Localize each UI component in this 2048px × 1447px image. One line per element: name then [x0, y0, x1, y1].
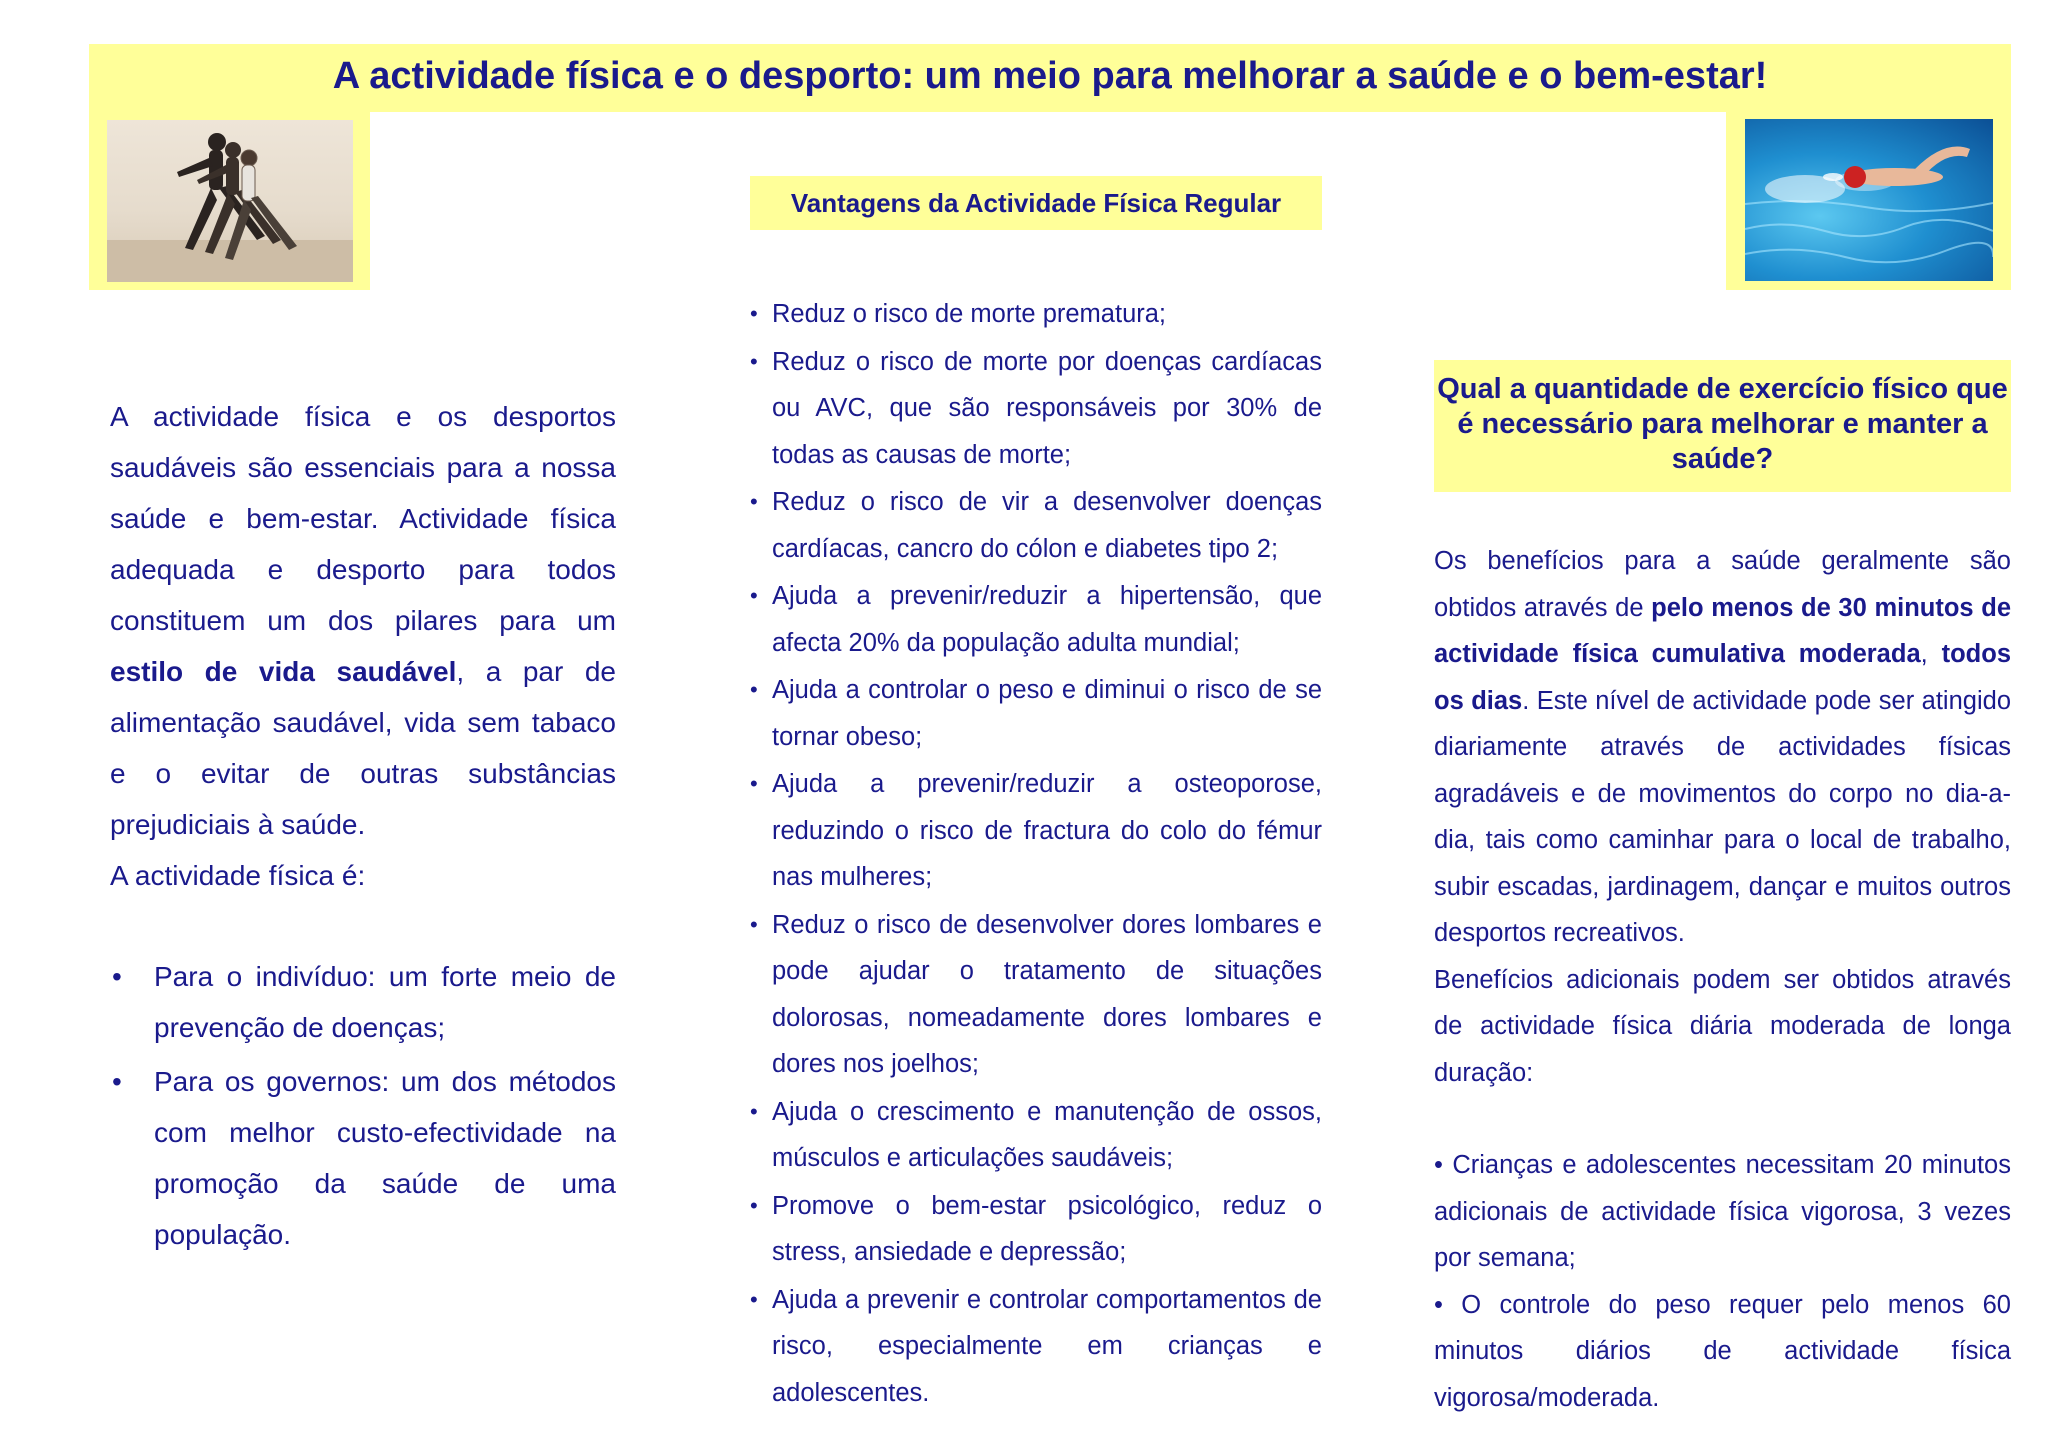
benefits-paragraph — [1434, 538, 2011, 957]
benefits-text-1: Os benefícios para a saúde geralmente são obtidos através de — [1434, 547, 2011, 622]
list-item: • Ajuda a controlar o peso e diminui o risco de se tornar obeso; — [750, 667, 1322, 760]
list-item: • Para o indivíduo: um forte meio de prevenção de doenças; — [110, 951, 616, 1053]
right-heading: Qual a quantidade de exercício físico que é necessário para melhorar e manter a saúde? — [1434, 360, 2011, 492]
list-item: • Ajuda a prevenir/reduzir a hipertensão, que afecta 20% da população adulta mundial; — [750, 573, 1322, 666]
middle-heading: Vantagens da Actividade Física Regular — [750, 176, 1322, 230]
list-item: • Reduz o risco de morte por doenças cardíacas ou AVC, que são responsáveis por 30% de todas as causas de morte; — [750, 339, 1322, 479]
intro-paragraph — [110, 391, 616, 850]
intro-text-2: , a par de alimentação saudável, vida sem tabaco e o evitar de outras substâncias prejudiciais à saúde. — [110, 656, 616, 840]
intro-bold-text: estilo de vida saudável — [110, 656, 457, 687]
list-item: • Ajuda a prevenir e controlar comportamentos de risco, especialmente em crianças e adolescentes. — [750, 1277, 1322, 1417]
additional-benefits-paragraph: Benefícios adicionais podem ser obtidos através de actividade física diária moderada de longa duração: — [1434, 965, 2011, 1087]
bullet-weight: • O controle do peso requer pelo menos 60 minutos diários de actividade física vigorosa/moderada. — [1434, 1290, 2011, 1412]
list-item: • Promove o bem-estar psicológico, reduz o stress, ansiedade e depressão; — [750, 1183, 1322, 1276]
left-list — [110, 951, 616, 1263]
benefits-text-2: , — [1920, 640, 1942, 668]
benefits-bold-1: pelo menos de 30 minutos de actividade física cumulativa moderada — [1434, 593, 2011, 668]
intro-text-1: A actividade física e os desportos saudáveis são essenciais para a nossa saúde e bem-estar. Actividade física adequada e desporto para todos constituem um dos pilares para um — [110, 401, 616, 636]
benefits-text-3: . Este nível de actividade pode ser atingido diariamente através de actividades físicas agradáveis e de movimentos do corpo no dia-a-dia, tais como caminhar para o local de trabalho, subir escadas, jardinagem, dançar e muitos outros desportos recreativos. — [1434, 686, 2011, 947]
women-exercising-photo-icon — [107, 120, 353, 282]
left-intro-text — [110, 391, 616, 901]
list-item: • Reduz o risco de vir a desenvolver doenças cardíacas, cancro do cólon e diabetes tipo 2; — [750, 479, 1322, 572]
benefits-bold-2: todos os dias — [1434, 640, 2012, 715]
page-title: A actividade física e o desporto: um meio para melhorar a saúde e o bem-estar! — [332, 55, 1768, 97]
list-item: • Ajuda a prevenir/reduzir a osteoporose, reduzindo o risco de fractura do colo do fémur nas mulheres; — [750, 761, 1322, 901]
list-item: • Ajuda o crescimento e manutenção de ossos, músculos e articulações saudáveis; — [750, 1089, 1322, 1182]
advantages-list — [750, 291, 1322, 1417]
right-body-text — [1434, 538, 2011, 1421]
spacer — [1434, 1096, 2011, 1142]
swimmer-photo-icon — [1745, 119, 1993, 281]
list-item: • Reduz o risco de morte prematura; — [750, 291, 1322, 338]
bullet-children: • Crianças e adolescentes necessitam 20 minutos adicionais de actividade física vigorosa, 3 vezes por semana; — [1434, 1151, 2011, 1272]
list-item: • Reduz o risco de desenvolver dores lombares e pode ajudar o tratamento de situações dolorosas, nomeadamente dores lombares e dores nos joelhos; — [750, 902, 1322, 1088]
intro-lead: A actividade física é: — [110, 860, 366, 891]
list-item: • Para os governos: um dos métodos com melhor custo-efectividade na promoção da saúde de uma população. — [110, 1056, 616, 1260]
